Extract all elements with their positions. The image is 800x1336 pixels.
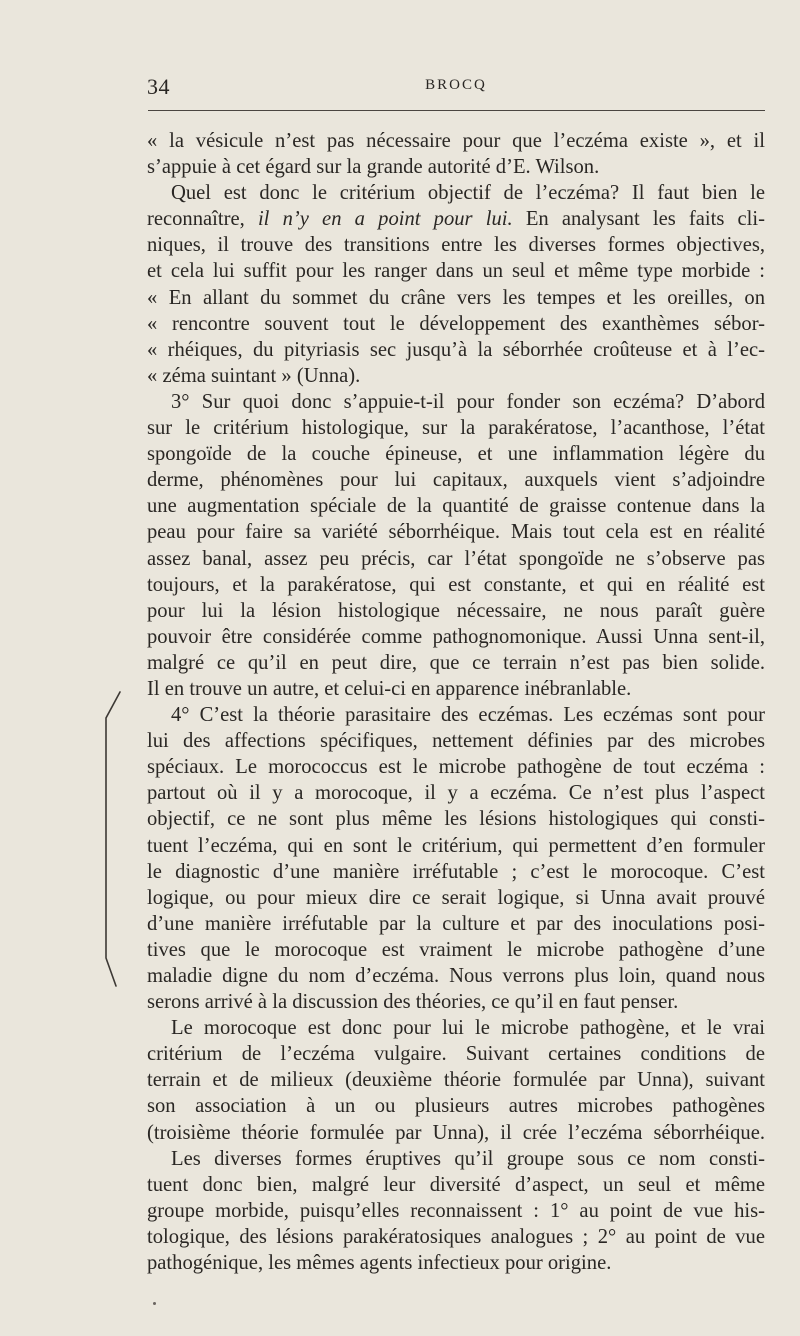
- text-line: lui des affections spécifiques, nettement définies par des microbes: [147, 730, 765, 753]
- text-line: et cela lui suffit pour les ranger dans un seul et même type morbide :: [147, 260, 765, 283]
- text-line: Le morocoque est donc pour lui le microbe pathogène, et le vrai: [171, 1017, 765, 1040]
- text-line: tuent donc bien, malgré leur diversité d’aspect, un seul et même: [147, 1173, 765, 1196]
- text-line: tologique, des lésions parakératosiques analogues ; 2° au point de vue: [147, 1225, 765, 1248]
- text-line: Quel est donc le critérium objectif de l’eczéma? Il faut bien le: [171, 182, 765, 205]
- text-line: pour lui la lésion histologique nécessaire, ne nous paraît guère: [147, 599, 765, 622]
- body-text: [147, 128, 765, 1276]
- text-line: peau pour faire sa variété séborrhéique. Mais tout cela est en réalité: [147, 521, 765, 544]
- page-header: [147, 74, 765, 102]
- text-line: logique, ou pour mieux dire ce serait logique, si Unna avait prouvé: [147, 886, 765, 909]
- text-line: « En allant du sommet du crâne vers les tempes et les oreilles, on: [147, 286, 765, 309]
- text-line: « rencontre souvent tout le développement des exanthèmes sébor-: [147, 312, 765, 335]
- text-line: « la vésicule n’est pas nécessaire pour que l’eczéma existe », et il: [147, 130, 765, 152]
- text-line: terrain et de milieux (deuxième théorie formulée par Unna), suivant: [147, 1069, 765, 1092]
- text-line: spongoïde de la couche épineuse, et une inflammation légère du: [147, 443, 765, 466]
- text-line: « rhéiques, du pityriasis sec jusqu’à la séborrhée croûteuse et à l’ec-: [147, 338, 765, 361]
- text-line: 3° Sur quoi donc s’appuie-t-il pour fonder son eczéma? D’abord: [171, 390, 765, 413]
- text-line: objectif, ce ne sont plus même les lésions histologiques qui consti-: [147, 808, 765, 831]
- text-line: s’appuie à cet égard sur la grande autorité d’E. Wilson.: [147, 156, 600, 179]
- text-line: groupe morbide, puisqu’elles reconnaissent : 1° au point de vue his-: [147, 1199, 765, 1222]
- text-line: critérium de l’eczéma vulgaire. Suivant certaines conditions de: [147, 1043, 765, 1066]
- text-line: Les diverses formes éruptives qu’il groupe sous ce nom consti-: [171, 1147, 765, 1170]
- text-line: 4° C’est la théorie parasitaire des eczémas. Les eczémas sont pour: [171, 704, 765, 727]
- text-line: pathogénique, les mêmes agents infectieux pour origine.: [147, 1252, 612, 1275]
- running-title: BROCQ: [425, 77, 487, 93]
- text-line: serons arrivé à la discussion des théories, ce qu’il en faut penser.: [147, 991, 679, 1014]
- text-line: maladie digne du nom d’eczéma. Nous verrons plus loin, quand nous: [147, 965, 765, 987]
- page-number: 34: [147, 74, 170, 99]
- text-line: une augmentation spéciale de la quantité de graisse contenue dans la: [147, 495, 765, 518]
- text-line: sur le critérium histologique, sur la parakératose, l’acanthose, l’état: [147, 417, 765, 440]
- text-line: malgré ce qu’il en peut dire, que ce terrain n’est pas bien solide.: [147, 651, 765, 674]
- text-line: Il en trouve un autre, et celui-ci en apparence inébranlable.: [147, 677, 632, 700]
- text-line: niques, il trouve des transitions entre les diverses formes objectives,: [147, 234, 765, 257]
- text-line: tuent l’eczéma, qui en sont le critérium, qui permettent d’en formuler: [147, 834, 765, 857]
- text-line: derme, phénomènes pour lui capitaux, auxquels vient s’adjoindre: [147, 469, 765, 492]
- text-line: son association à un ou plusieurs autres microbes pathogènes: [147, 1095, 765, 1118]
- text-line: d’une manière irréfutable par la culture et par des inoculations posi-: [147, 912, 765, 935]
- text-line: partout où il y a morocoque, il y a eczéma. Ce n’est plus l’aspect: [147, 782, 765, 805]
- text-line: toujours, et la parakératose, qui est constante, et qui en réalité est: [147, 573, 765, 596]
- header-rule: [148, 110, 765, 111]
- text-line: tives que le morocoque est vraiment le microbe pathogène d’une: [147, 938, 765, 961]
- margin-bracket-mark: [98, 690, 128, 990]
- ink-speck: [153, 1302, 156, 1305]
- text-line: pouvoir être considérée comme pathognomonique. Aussi Unna sent-il,: [147, 625, 765, 648]
- text-line: (troisième théorie formulée par Unna), il crée l’eczéma séborrhéique.: [147, 1121, 765, 1144]
- text-line: reconnaître, il n’y en a point pour lui. En analysant les faits cli-: [147, 208, 765, 231]
- text-line: assez banal, assez peu précis, car l’état spongoïde ne s’observe pas: [147, 547, 765, 570]
- text-line: « zéma suintant » (Unna).: [147, 364, 361, 387]
- text-line: le diagnostic d’une manière irréfutable ; c’est le morocoque. C’est: [147, 860, 765, 883]
- text-line: spéciaux. Le morococcus est le microbe pathogène de tout eczéma :: [147, 756, 765, 779]
